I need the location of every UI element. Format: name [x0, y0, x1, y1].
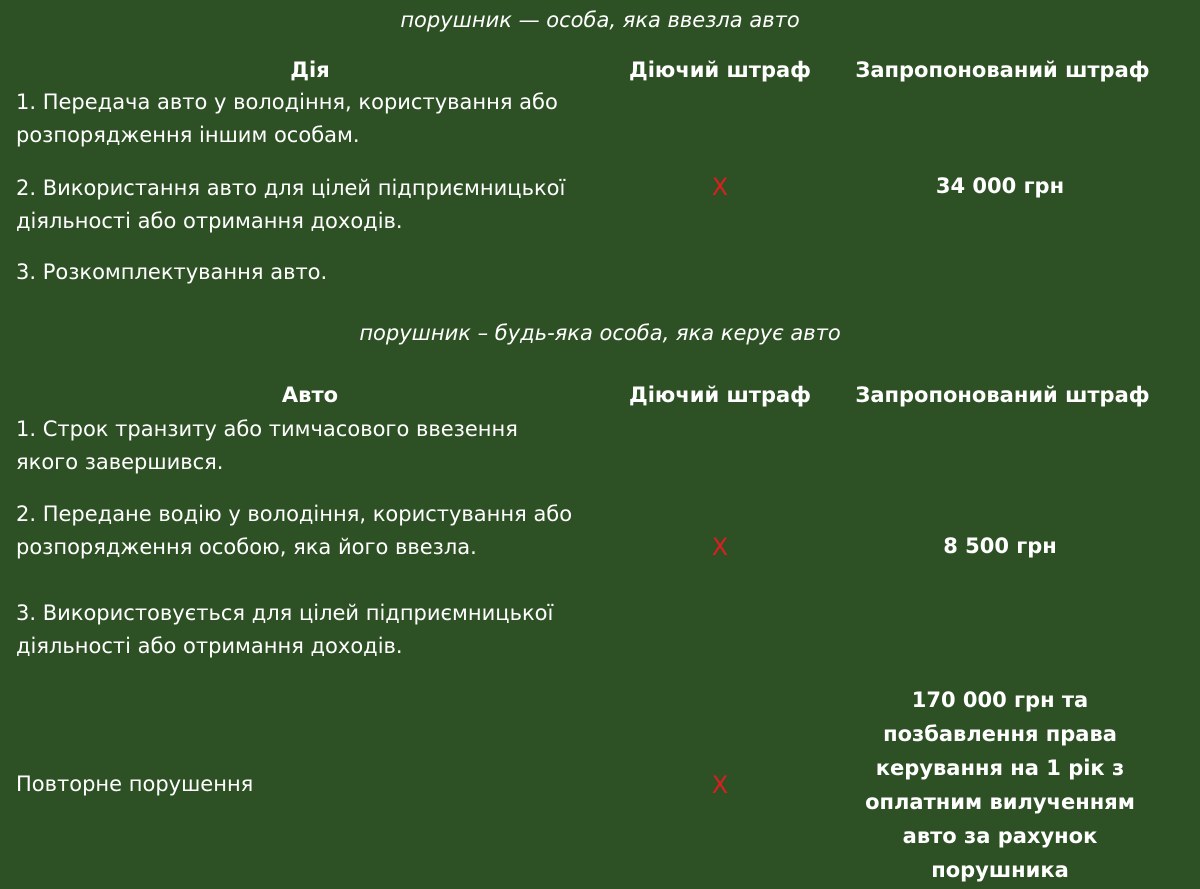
section2-caption: порушник – будь-яка особа, яка керує авто [359, 321, 841, 345]
repeat-violation-label: Повторне порушення [16, 772, 254, 796]
repeat-current-fine-cross-icon: Х [711, 771, 729, 799]
header-proposed-fine-2: Запропонований штраф [855, 383, 1150, 407]
header-car: Авто [281, 383, 339, 407]
section1-row-1: 1. Передача авто у володіння, користування або розпорядження іншим особам. [16, 90, 558, 147]
section1-caption: порушник — особа, яка ввезла авто [400, 8, 800, 32]
header-proposed-fine: Запропонований штраф [855, 58, 1150, 82]
section2-current-fine-cross-icon: Х [711, 533, 729, 561]
section2-row-3: 3. Використовується для цілей підприємницької діяльності або отримання доходів. [16, 601, 554, 658]
section1-row-3: 3. Розкомплектування авто. [16, 260, 328, 284]
repeat-proposed-fine: 170 000 грн та позбавлення права керування на 1 рік з оплатним вилученням авто за рахунок порушника [865, 688, 1135, 882]
section2-row-1: 1. Строк транзиту або тимчасового ввезення якого завершився. [16, 417, 518, 474]
section2-row-2: 2. Передане водію у володіння, користування або розпорядження особою, яка його ввезла. [16, 502, 573, 559]
section1-proposed-fine: 34 000 грн [935, 174, 1065, 198]
section2-proposed-fine: 8 500 грн [943, 534, 1057, 558]
header-current-fine: Діючий штраф [629, 58, 811, 82]
section1-current-fine-cross-icon: Х [711, 173, 729, 201]
header-action: Дія [290, 58, 330, 82]
section1-row-2: 2. Використання авто для цілей підприємницької діяльності або отримання доходів. [16, 176, 566, 233]
header-current-fine-2: Діючий штраф [629, 383, 811, 407]
